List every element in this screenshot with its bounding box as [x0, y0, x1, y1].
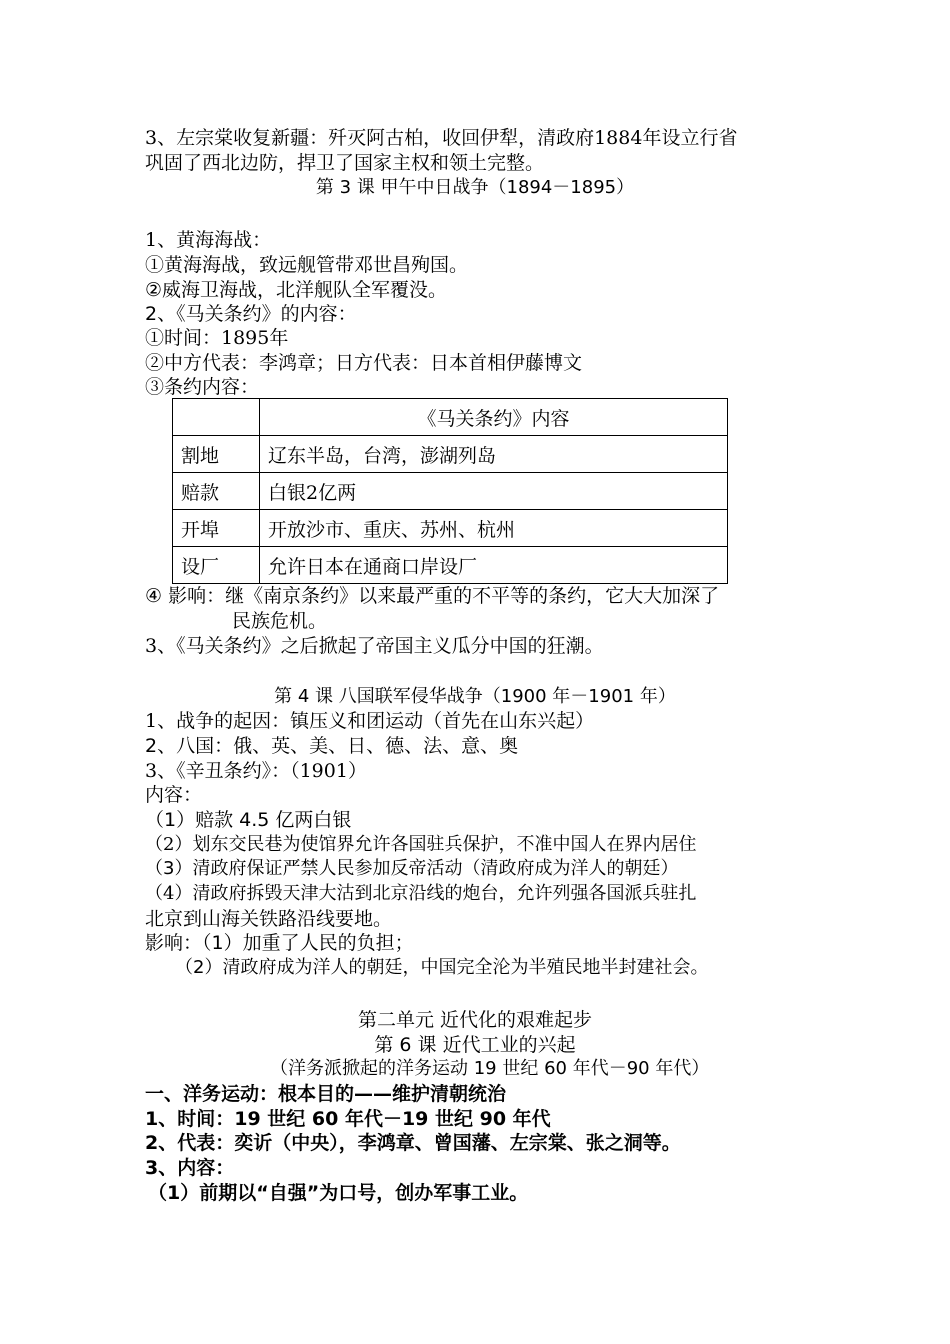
table-value: 允许日本在通商口岸设厂	[260, 547, 728, 584]
text-line: ③条约内容：	[145, 376, 260, 398]
text-line: 3、左宗棠收复新疆：歼灭阿古柏，收回伊犁，清政府1884年设立行省	[145, 127, 738, 149]
text-line: ②威海卫海战，北洋舰队全军覆没。	[145, 279, 448, 301]
table-cell	[173, 399, 260, 436]
text-line: 3、《马关条约》之后掀起了帝国主义瓜分中国的狂潮。	[145, 635, 604, 657]
table-row	[173, 436, 728, 473]
table-key: 开埠	[173, 510, 260, 547]
text-line: 1、战争的起因：镇压义和团运动（首先在山东兴起）	[145, 710, 595, 732]
text-line: 巩固了西北边防，捍卫了国家主权和领土完整。	[145, 152, 545, 174]
text-line: （1）前期以“自强”为口号，创办军事工业。	[148, 1182, 529, 1204]
table-key: 割地	[173, 436, 260, 473]
table-value: 白银2亿两	[260, 473, 728, 510]
text-line: ④ 影响：继《南京条约》以来最严重的不平等的条约，它大大加深了	[145, 585, 720, 607]
table-key: 设厂	[173, 547, 260, 584]
text-line: 民族危机。	[232, 610, 328, 632]
text-line: 内容：	[145, 784, 203, 806]
text-line: ①黄海海战，致远舰管带邓世昌殉国。	[145, 254, 469, 276]
text-line: 一、洋务运动：根本目的——维护清朝统治	[145, 1083, 507, 1105]
table-value: 辽东半岛，台湾，澎湖列岛	[260, 436, 728, 473]
text-line: 3、内容：	[145, 1157, 235, 1179]
text-line: 影响：（1）加重了人民的负担；	[145, 932, 414, 954]
text-line: （4）清政府拆毁天津大沽到北京沿线的炮台，允许列强各国派兵驻扎	[145, 883, 697, 904]
text-line: （2）划东交民巷为使馆界允许各国驻兵保护，不准中国人在界内居住	[145, 834, 697, 855]
lesson-3-title: 第 3 课 甲午中日战争（1894－1895）	[315, 177, 635, 198]
lesson-6-subtitle: （洋务派掀起的洋务运动 19 世纪 60 年代－90 年代）	[270, 1058, 710, 1079]
table-key: 赔款	[173, 473, 260, 510]
table-header: 《马关条约》内容	[260, 399, 728, 436]
table-value: 开放沙市、重庆、苏州、杭州	[260, 510, 728, 547]
lesson-4-title: 第 4 课 八国联军侵华战争（1900 年－1901 年）	[274, 686, 676, 707]
treaty-content-table	[172, 398, 728, 584]
table-row	[173, 547, 728, 584]
text-line: 2、八国：俄、英、美、日、德、法、意、奥	[145, 735, 519, 757]
text-line: （3）清政府保证严禁人民参加反帝活动（清政府成为洋人的朝廷）	[145, 858, 679, 879]
text-line: （2）清政府成为洋人的朝廷，中国完全沦为半殖民地半封建社会。	[175, 957, 709, 978]
lesson-6-title: 第 6 课 近代工业的兴起	[374, 1034, 576, 1056]
text-line: ①时间：1895年	[145, 327, 289, 349]
text-line: 1、黄海海战：	[145, 229, 272, 251]
table-header-row	[173, 399, 728, 436]
table-row	[173, 510, 728, 547]
table-row	[173, 473, 728, 510]
text-line: 2、代表：奕䜣（中央），李鸿章、曾国藩、左宗棠、张之洞等。	[145, 1132, 681, 1154]
text-line: ②中方代表：李鸿章；日方代表：日本首相伊藤博文	[145, 352, 583, 374]
text-line: （1）赔款 4.5 亿两白银	[145, 809, 352, 831]
text-line: 3、《辛丑条约》：（1901）	[145, 760, 367, 782]
text-line: 1、时间：19 世纪 60 年代－19 世纪 90 年代	[145, 1108, 551, 1130]
text-line: 2、《马关条约》的内容：	[145, 303, 357, 325]
unit-2-title: 第二单元 近代化的艰难起步	[357, 1009, 593, 1031]
text-line: 北京到山海关铁路沿线要地。	[145, 908, 393, 930]
